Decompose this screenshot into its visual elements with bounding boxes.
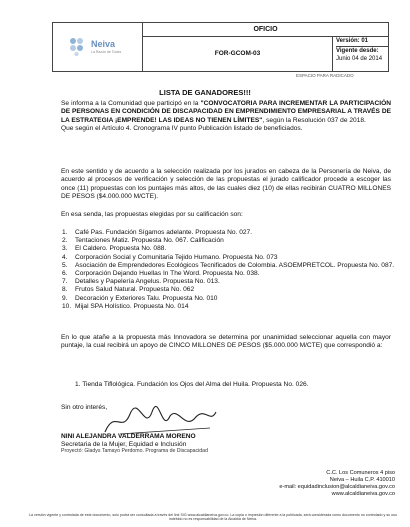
- innovative-text: Tienda Tiflológica. Fundación los Ojos del Alma del Huila. Propuesta No. 026.: [82, 381, 309, 388]
- winner-item: [62, 253, 405, 262]
- document-code: FOR-GCOM-03: [143, 37, 333, 71]
- signer-role: Secretaria de la Mujer, Equidad e Inclusión: [61, 440, 187, 448]
- winner-text: Mijal SPA Holístico. Propuesta No. 014: [75, 302, 189, 310]
- address-line2: Neiva – Huila C.P. 410010: [329, 477, 395, 483]
- winner-text: Corporación Dejando Huellas In The Word. Propuesta No. 038.: [75, 270, 260, 278]
- prepared-by: Proyectó: Gladys Tamayo Perdomo. Programa de Discapacidad: [61, 448, 208, 454]
- winner-item: [62, 278, 405, 286]
- winner-text: Frutos Salud Natural. Propuesta No. 062: [75, 286, 195, 294]
- address-line1: C.C. Los Comuneros 4 piso: [326, 470, 395, 476]
- winner-number: 3.: [62, 245, 68, 253]
- winner-number: 2.: [62, 237, 68, 245]
- winner-item: [62, 302, 405, 311]
- winner-item: [62, 294, 405, 303]
- closing-text: Sin otro interés,: [61, 404, 108, 411]
- convocatoria-name: "CONVOCATORIA PARA INCREMENTAR LA PARTICIPACIÓN DE PERSONAS EN CONDICIÓN DE DISCAPACIDAD EN EMPRENDIMIENTO EMPRESARIAL A TRAVÉS DE LA ESTRATEGIA ¡EMPRENDE! LAS IDEAS NO TIENEN LÍMITES": [61, 100, 391, 124]
- paragraph-intro: [61, 100, 391, 133]
- winner-text: El Caldero. Propuesta No. 088.: [75, 245, 167, 253]
- winner-number: 5.: [62, 261, 68, 269]
- office-label: OFICIO: [143, 23, 388, 37]
- version-info: [333, 37, 388, 71]
- effective-label: Vigente desde:: [336, 48, 379, 54]
- paragraph-selection: En este sentido y de acuerdo a la selección realizada por los jurados en cabeza de la Personería de Neiva, de acuerdo al procesos de verificación y selección de las propuestas el jurado calificador procede a escoger las once (11) propuestas con los puntajes más altos, de las cuales diez (10) de ellas recibirán CUATRO MILLONES DE PESOS ($4.000.000 M/CTE).: [61, 168, 391, 200]
- effective-date: Junio 04 de 2014: [336, 56, 383, 62]
- winner-number: 6.: [62, 270, 68, 278]
- winner-number: 7.: [62, 278, 68, 286]
- logo-cell: [53, 23, 143, 71]
- winner-item: [62, 245, 405, 253]
- winner-text: Detalles y Papelería Angelus. Propuesta No. 013.: [75, 278, 220, 286]
- winner-item: [62, 286, 405, 294]
- document-header-table: [52, 22, 389, 72]
- winner-number: 10.: [62, 302, 72, 310]
- logo-wordmark: Neiva: [91, 39, 116, 49]
- winner-text: Tentaciones Matiz. Propuesta No. 067. Calificación: [75, 237, 224, 245]
- winner-text: Decoración y Exteriores Talu. Propuesta No. 010: [75, 294, 218, 302]
- intro-line2: Que según el Artículo 4. Cronograma IV punto Publicación listado de beneficiados.: [61, 124, 303, 132]
- winner-item: [62, 270, 405, 278]
- neiva-logo-icon: [67, 35, 87, 57]
- document-title: LISTA DE GANADORES!!!: [159, 88, 251, 97]
- winner-text: Café Pas. Fundación Sígamos adelante. Propuesta No. 027.: [75, 229, 253, 236]
- paragraph-innovative: En lo que atañe a la propuesta más Innovadora se determina por unanimidad seleccionar aquella con mayor puntaje, la cual recibirá un apoyo de CINCO MILLONES DE PESOS ($5.000.000 M/CTE) que correspondió a:: [61, 334, 391, 350]
- winner-number: 1.: [62, 229, 68, 236]
- paragraph-list-intro: En esa senda, las propuestas elegidas por su calificación son:: [61, 211, 243, 218]
- winner-number: 9.: [62, 294, 68, 302]
- version-label: Versión: 01: [336, 38, 369, 44]
- logo-tagline: La Razón de Todos: [91, 50, 122, 54]
- winner-item: [62, 261, 405, 270]
- winner-number: 4.: [62, 253, 68, 261]
- winner-text: Asociación de Emprendedores Ecológicos Tecnificados de Colombia. ASOEMPRETCOL. Propuesta No. 087.: [75, 261, 395, 269]
- winner-item: [62, 229, 405, 237]
- address-email: e-mail: equidadinclusion@alcaldianeiva.gov.co: [279, 484, 395, 490]
- signer-block: [61, 433, 208, 456]
- stamp-space-label: ESPACIO PARA RADICADO: [296, 73, 354, 78]
- signer-name: NINI ALEJANDRA VALDERRAMA MORENO: [61, 433, 196, 440]
- winner-text: Corporación Social y Comunitaria Tejido Humano. Propuesta No. 073: [75, 253, 278, 261]
- innovative-number: 1.: [75, 381, 81, 388]
- footer-note: La versión vigente y controlada de este documento, solo podrá ser consultada a través del link SIG www.alcaldianeiva.gov.co. La copia o impresión diferente a la publicada, será considerada como documento no controlado y su uso indebido no es responsabilidad de la Alcaldía de Neiva.: [29, 513, 397, 522]
- winner-item: [62, 237, 405, 245]
- address-block: [255, 470, 395, 498]
- winner-number: 8.: [62, 286, 68, 294]
- address-website: www.alcaldianeiva.gov.co: [331, 491, 395, 497]
- intro-tail: , según la Resolución 037 de 2018.: [262, 116, 366, 124]
- intro-text: Se informa a la Comunidad que participó en la: [61, 100, 199, 107]
- innovative-winner: [61, 381, 391, 389]
- winners-list: [61, 229, 405, 311]
